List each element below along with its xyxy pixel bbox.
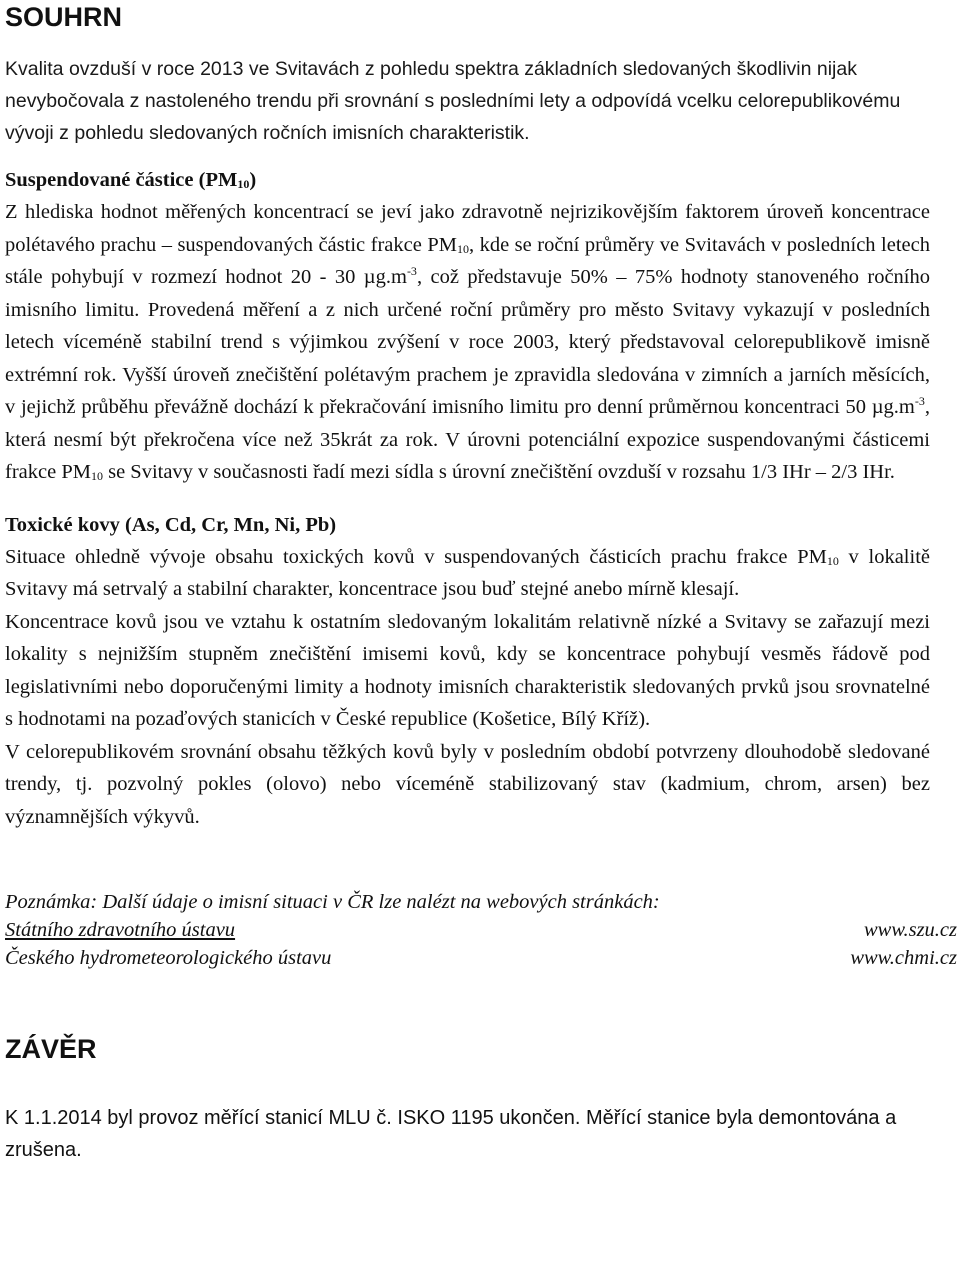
- summary-intro: Kvalita ovzduší v roce 2013 ve Svitavách z pohledu spektra základních sledovaných škodlivin nijak nevybočovala z nastoleného trendu při srovnání s posledními lety a odpovídá vcelku celorepublikovému vývoji z pohledu sledovaných ročních imisních charakteristik.: [5, 58, 901, 144]
- document-page: [5, 0, 957, 1166]
- conclusion-text: K 1.1.2014 byl provoz měřící stanicí MLU č. ISKO 1195 ukončen. Měřící stanice byla demontována a zrušena.: [5, 1107, 897, 1161]
- note-link-szu-name[interactable]: Státního zdravotního ústavu: [5, 919, 236, 941]
- metals-heading: Toxické kovy (As, Cd, Cr, Mn, Ni, Pb): [5, 513, 337, 536]
- summary-heading: SOUHRN: [5, 2, 123, 32]
- metals-paragraph-3: V celorepublikovém srovnání obsahu těžkých kovů byly v posledním období potvrzeny dlouhodobě sledované trendy, tj. pozvolný pokles (olovo) nebo víceméně stabilizovaný stav (kadmium, chrom, arsen) bez významnějších výkyvů.: [5, 740, 930, 828]
- conclusion-heading: ZÁVĚR: [5, 1034, 97, 1064]
- metals-paragraph-2: Koncentrace kovů jsou ve vztahu k ostatním sledovaným lokalitám relativně nízké a Svitavy se zařazují mezi lokality s nejnižším stupněm znečištění imisemi kovů, kdy se koncentrace pohybují vesměs řádově pod legislativními nebo doporučenými limity a hodnoty imisních charakteristik sledovaných prvků jsou srovnatelné s hodnotami na pozaďových stanicích v České republice (Košetice, Bílý Kříž).: [5, 610, 930, 730]
- pm-heading: Suspendované částice $(PM_{10})$: [5, 169, 257, 191]
- note-link-szu-url[interactable]: www.szu.cz: [863, 919, 957, 941]
- metals-paragraph-1: Situace ohledně vývoje obsahu toxických kovů v suspendovaných částicích prachu frakce $PM_{10}$ v lokalitě Svitavy má setrvalý a stabilní charakter, koncentrace jsou buď stejné anebo mírně klesají.: [5, 545, 930, 600]
- note-link-row-szu: [5, 916, 957, 944]
- note-link-chmi-name[interactable]: Českého hydrometeorologického ústavu: [5, 947, 332, 969]
- note-link-row-chmi: [5, 944, 957, 972]
- pm-paragraph: Z hlediska hodnot měřených koncentrací se jeví jako zdravotně nejrizikovějším faktorem úroveň koncentrace polétavého prachu – suspendovaných částic frakce $PM_{10}$, kde se roční průměry ve Svitavách v posledních letech stále pohybují v rozmezí hodnot 20 - 30 $\mu g.m^{-3}$, což představuje 50% – 75% hodnoty stanoveného ročního imisního limitu. Provedená měření a z nich určené roční průměry pro město Svitavy vykazují v posledních letech víceméně stabilní trend s výjimkou zvýšení v roce 2003, který představoval celorepublikově imisně extrémní rok. Vyšší úroveň znečištění polétavým prachem je zpravidla sledována v zimních a jarních měsících, v jejichž průběhu převážně dochází k překračování imisního limitu pro denní průměrnou koncentraci 50 $\mu g.m^{-3}$, která nesmí být překročena více než 35krát za rok. V úrovni potenciální expozice suspendovanými částicemi frakce $PM_{10}$ se Svitavy v současnosti řadí mezi sídla s úrovní znečištění ovzduší v rozsahu 1/3 IHr – 2/3 IHr.: [5, 201, 930, 483]
- note-link-chmi-url[interactable]: www.chmi.cz: [850, 947, 957, 969]
- note-text: Poznámka: Další údaje o imisní situaci v ČR lze nalézt na webových stránkách:: [5, 891, 660, 913]
